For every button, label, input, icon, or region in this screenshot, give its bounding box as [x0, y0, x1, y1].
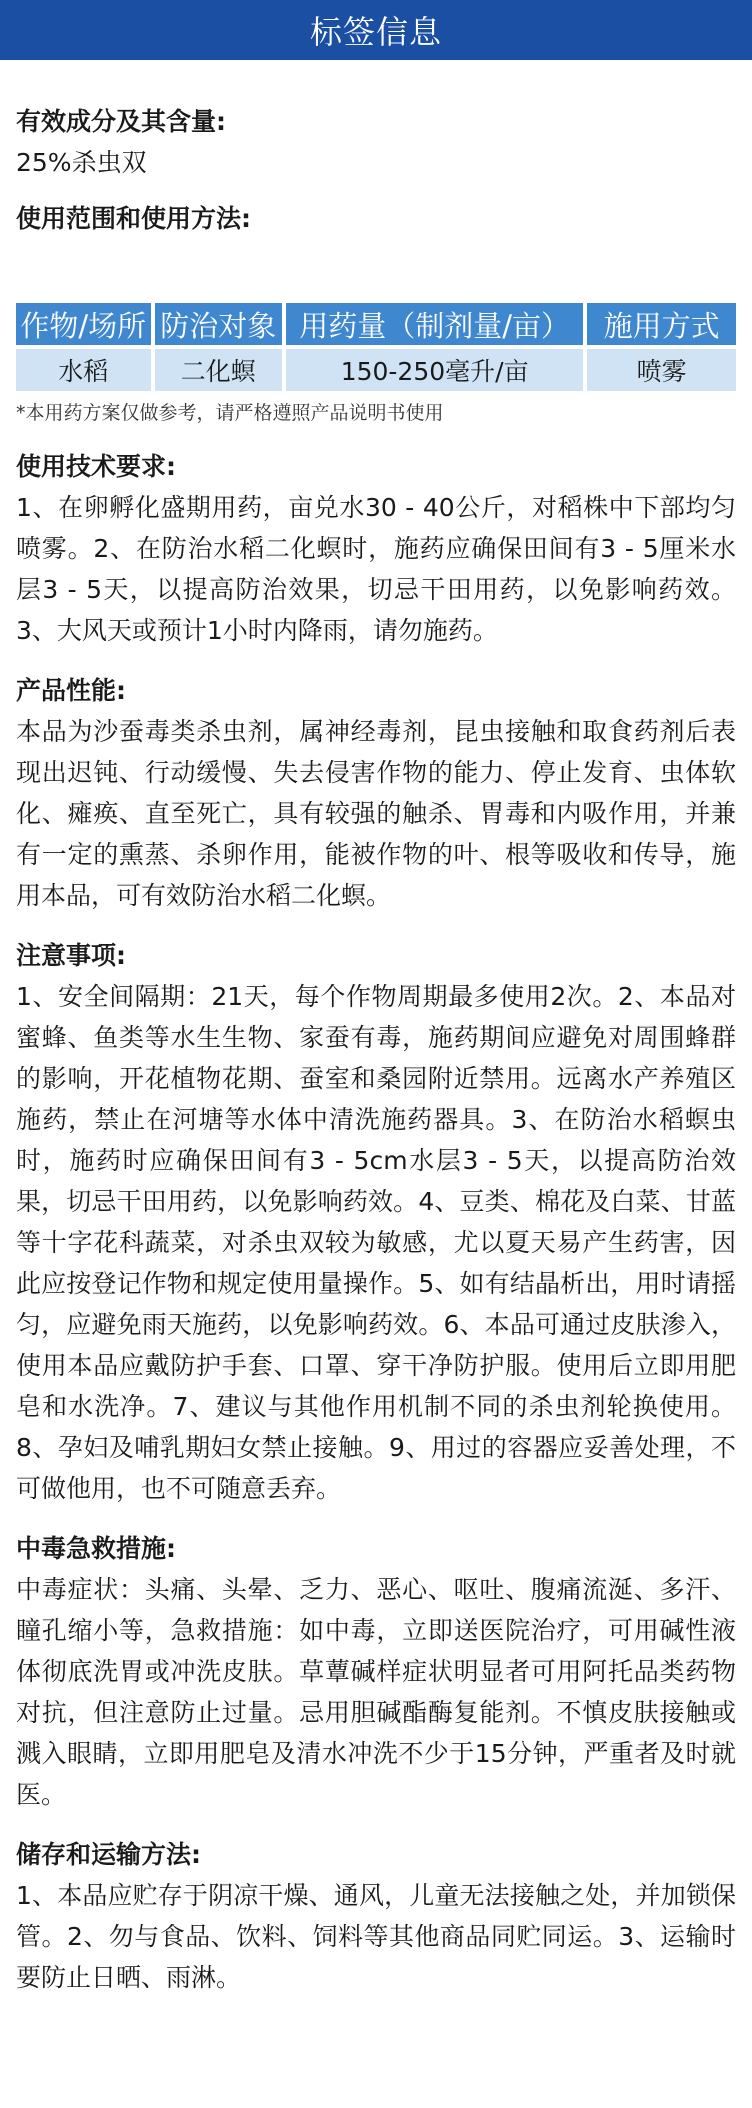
usage-title: 使用范围和使用方法:	[16, 204, 251, 233]
label-content	[0, 60, 752, 1998]
first-aid-section	[16, 1509, 736, 1815]
storage-section	[16, 1815, 736, 1998]
usage-note: *本用药方案仅做参考，请严格遵照产品说明书使用	[16, 402, 444, 424]
ingredient-section	[16, 60, 736, 183]
ingredient-text: 25%杀虫双	[16, 148, 147, 177]
tech-title: 使用技术要求:	[16, 452, 176, 481]
cell-crop: 水稻	[16, 349, 151, 391]
storage-text: 1、本品应贮存于阴凉干燥、通风，儿童无法接触之处，并加锁保管。2、勿与食品、饮料、饲料等其他商品同贮同运。3、运输时要防止日晒、雨淋。	[16, 1881, 736, 1992]
header-target: 防治对象	[155, 303, 282, 345]
performance-text: 本品为沙蚕毒类杀虫剂，属神经毒剂，昆虫接触和取食药剂后表现出迟钝、行动缓慢、失去侵害作物的能力、停止发育、虫体软化、瘫痪、直至死亡，具有较强的触杀、胃毒和内吸作用，并兼有一定的熏蒸、杀卵作用，能被作物的叶、根等吸收和传导，施用本品，可有效防治水稻二化螟。	[16, 717, 736, 910]
page-header	[0, 0, 752, 60]
ingredient-title: 有效成分及其含量:	[16, 107, 226, 136]
usage-section	[16, 183, 736, 427]
storage-title: 储存和运输方法:	[16, 1840, 201, 1869]
caution-section	[16, 916, 736, 1509]
cell-target: 二化螟	[155, 349, 282, 391]
first-aid-title: 中毒急救措施:	[16, 1534, 176, 1563]
tech-section	[16, 427, 736, 651]
cell-method: 喷雾	[587, 349, 736, 391]
caution-text: 1、安全间隔期：21天，每个作物周期最多使用2次。2、本品对蜜蜂、鱼类等水生生物、家蚕有毒，施药期间应避免对周围蜂群的影响，开花植物花期、蚕室和桑园附近禁用。远离水产养殖区施药，禁止在河塘等水体中清洗施药器具。3、在防治水稻螟虫时，施药时应确保田间有3 - 5cm水层3 - 5天，以提高防治效果，切忌干田用药，以免影响药效。4、豆类、棉花及白菜、甘蓝等十字花科蔬菜，对杀虫双较为敏感，尤以夏天易产生药害，因此应按登记作物和规定使用量操作。5、如有结晶析出，用时请摇匀，应避免雨天施药，以免影响药效。6、本品可通过皮肤渗入，使用本品应戴防护手套、口罩、穿干净防护服。使用后立即用肥皂和水洗净。7、建议与其他作用机制不同的杀虫剂轮换使用。8、孕妇及哺乳期妇女禁止接触。9、用过的容器应妥善处理，不可做他用，也不可随意丢弃。	[16, 982, 736, 1503]
performance-section	[16, 651, 736, 916]
header-crop: 作物/场所	[16, 303, 151, 345]
cell-dosage: 150-250毫升/亩	[286, 349, 583, 391]
page-title: 标签信息	[309, 13, 442, 51]
performance-title: 产品性能:	[16, 676, 126, 705]
header-dosage: 用药量（制剂量/亩）	[286, 303, 583, 345]
first-aid-text: 中毒症状：头痛、头晕、乏力、恶心、呕吐、腹痛流涎、多汗、瞳孔缩小等，急救措施：如中毒，立即送医院治疗，可用碱性液体彻底洗胃或冲洗皮肤。草蕈碱样症状明显者可用阿托品类药物对抗，但注意防止过量。忌用胆碱酯酶复能剂。不慎皮肤接触或溅入眼睛，立即用肥皂及清水冲洗不少于15分钟，严重者及时就医。	[16, 1575, 736, 1809]
usage-table-wrapper	[16, 299, 736, 395]
header-method: 施用方式	[587, 303, 736, 345]
table-row	[16, 349, 736, 391]
table-header-row	[16, 303, 736, 345]
tech-text: 1、在卵孵化盛期用药，亩兑水30 - 40公斤，对稻株中下部均匀喷雾。2、在防治水稻二化螟时，施药应确保田间有3 - 5厘米水层3 - 5天，以提高防治效果，切忌干田用药，以免影响药效。3、大风天或预计1小时内降雨，请勿施药。	[16, 493, 736, 645]
usage-table	[12, 299, 740, 395]
caution-title: 注意事项:	[16, 941, 126, 970]
